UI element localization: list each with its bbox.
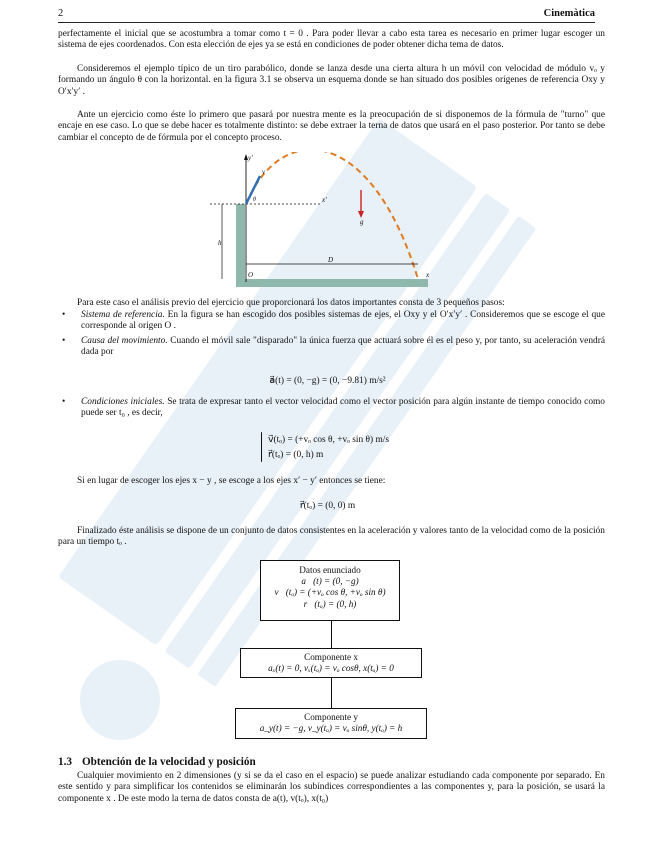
flow-box-2-title: Componente x [304, 652, 358, 662]
paragraph-1: perfectamente el inicial que se acostumbra a tomar como t = 0 . Para poder llevar a cabo esta tarea es necesario en primer lugar escoger un sistema de ejes coordenados. Con esta elección de ejes ya se está en condiciones de poder obtener dicha tema de datos. [58, 29, 605, 51]
paragraph-4: Para este caso el análisis previo del ejercicio que proporcionará los datos importantes consta de 3 pequeños pasos: [77, 298, 505, 308]
section-heading [58, 756, 256, 768]
equation-acceleration: a⃗(t) = (0, −g) = (0, −9.81) m/s² [269, 376, 386, 386]
flow-box-1-accel: a⃗(t) = (0, −g) [301, 576, 359, 587]
flow-box-1-vel: v⃗(tₒ) = (+vₒ cos θ, +vₒ sin θ) [274, 587, 386, 598]
flow-box-1-title: Datos enunciado [299, 565, 361, 575]
label-g: g [360, 218, 364, 226]
equation-brace [261, 432, 262, 462]
flow-box-2-eq: aₓ(t) = 0, vₓ(tₒ) = vₒ cosθ, x(tₒ) = 0 [268, 663, 394, 674]
bullet-3-label: Condiciones iniciales. [81, 397, 165, 407]
flow-box-component-x [240, 648, 422, 678]
section-title: Obtención de la velocidad y posición [81, 756, 256, 768]
running-title: Cinemàtica [543, 8, 595, 19]
label-h: h [218, 239, 222, 247]
bullet-2-text: Cuando el móvil sale "disparado" la única fuerza que actuará sobre él es el peso y, por tanto, su aceleración vendrá dada por [81, 336, 605, 358]
label-O: O [248, 271, 254, 279]
paragraph-6: Finalizado éste análisis se dispone de un conjunto de datos consistentes en la aceleración y valores tanto de la velocidad como de la posición para un tiempo tₒ . [58, 526, 605, 548]
paragraph-2: Consideremos el ejemplo típico de un tiro parabólico, donde se lanza desde una cierta altura h un móvil con velocidad de módulo vₒ y formando un ángulo θ con la horizontal. en la figura 3.1 se observa un esquema donde se han situado dos posibles orígenes de referencia Oxy y O′x′y′ . [58, 64, 605, 97]
flow-box-1-pos: r⃗(tₒ) = (0, h) [303, 598, 357, 609]
page-number: 2 [58, 8, 64, 19]
equation-initial-velocity: v⃗(tₒ) = (+vₒ cos θ, +vₒ sin θ) m/s [268, 435, 390, 445]
label-y: y′ [248, 154, 253, 162]
flow-box-component-y [235, 708, 427, 739]
equation-initial-position: r⃗(tₒ) = (0, h) m [268, 450, 324, 460]
flow-box-3-title: Componente y [304, 712, 358, 722]
bullet-cause-of-motion: • Causa del movimiento. Cuando el móvil sale "disparado" la única fuerza que actuará sobre él es el peso y, por tanto, su aceleración vendrá dada por [62, 336, 605, 358]
label-D: D [328, 256, 334, 264]
bullet-reference-system: • Sistema de referencia. En la figura se han escogido dos posibles sistemas de ejes, el Oxy y el O′x′y′ . Consideremos que se escoge el que corresponde al origen O . [62, 310, 605, 332]
paragraph-7: Cualquier movimiento en 2 dimensiones (y si se da el caso en el espacio) se puede analizar estudiando cada componente por separado. En este sentido y para simplificar los contenidos se eliminarán los subíndices correspondientes a las componentes y, para la posición, se usará la componente x . De este modo la terna de datos consta de a(t), v(tₒ), x(t₀) [58, 771, 605, 804]
flow-box-3-eq: a_y(t) = −g, v_y(tₒ) = vₒ sinθ, y(tₒ) = h [259, 723, 403, 734]
flow-box-data [260, 560, 400, 621]
equation-initial-position-prime: r⃗(tₒ) = (0, 0) m [299, 501, 356, 511]
label-v0: v [262, 168, 266, 176]
ground [236, 279, 428, 287]
label-theta: θ [253, 197, 256, 203]
bullet-initial-conditions: • Condiciones iniciales. Se trata de expresar tanto el vector velocidad como el vector posición para algún instante de tiempo conocido como puede ser t₀ , es decir, [62, 397, 605, 419]
bullet-2-label: Causa del movimiento. [81, 336, 168, 346]
flow-connector-2 [331, 678, 332, 708]
paragraph-3: Ante un ejercicio como éste lo primero que pasará por nuestra mente es la preocupación de si disponemos de la fórmula de "turno" que encaje en ese caso. Lo que se debe hacer es totalmente distinto: se debe extraer la terna de datos que usará en el paso posterior. Por tanto se debe cambiar el concepto de de fórmula por el concepto proceso. [58, 110, 605, 143]
label-x-prime: x′ [322, 196, 327, 204]
projectile-figure [200, 152, 435, 292]
paragraph-5: Si en lugar de escoger los ejes x − y , se escoge a los ejes x′ − y′ entonces se tiene: [77, 476, 386, 486]
bullet-1-text: En la figura se han escogido dos posibles sistemas de ejes, el Oxy y el O′x′y′ . Consideremos que se escoge el que corresponde al origen O . [81, 310, 605, 332]
launch-tower [236, 204, 245, 282]
section-number: 1.3 [58, 756, 72, 768]
bullet-3-text: Se trata de expresar tanto el vector velocidad como el vector posición para algún instante de tiempo conocido como puede ser t₀ , es decir, [81, 397, 605, 419]
label-x-axis: x [426, 271, 430, 279]
bullet-1-label: Sistema de referencia. [81, 310, 165, 320]
page-header [58, 8, 595, 23]
flow-connector-1 [331, 621, 332, 648]
